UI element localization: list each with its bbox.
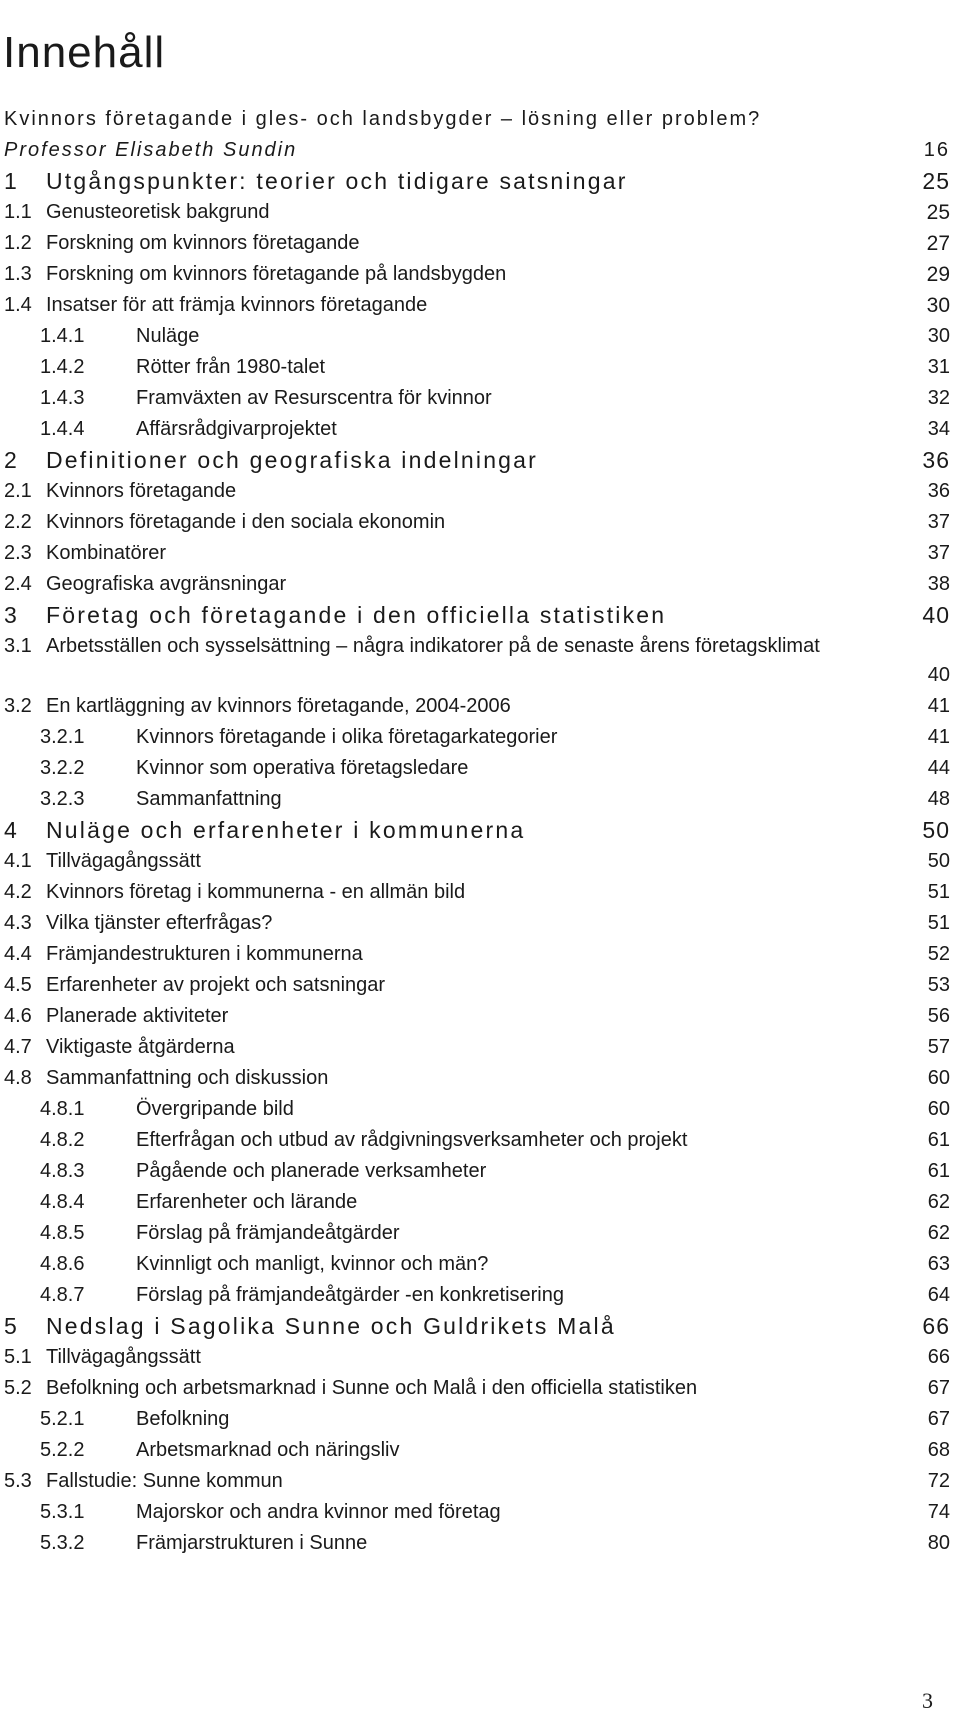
- toc-entry-number: 5.3.2: [40, 1532, 85, 1554]
- toc-entry-row[interactable]: [4, 1094, 950, 1125]
- toc-entry-number: 4.7: [4, 1036, 32, 1058]
- toc-entry-title: Arbetsställen och sysselsättning – några indikatorer på de senaste årens företagsklimat: [46, 635, 820, 657]
- toc-entry-page: 40: [922, 602, 950, 628]
- toc-entry-number: 1.4.4: [40, 418, 85, 440]
- toc-entry-row[interactable]: [4, 753, 950, 784]
- toc-entry-row[interactable]: [4, 538, 950, 569]
- toc-entry-row[interactable]: [4, 1404, 950, 1435]
- toc-entry-number: 5.2.2: [40, 1439, 85, 1461]
- toc-entry-row[interactable]: [4, 1032, 950, 1063]
- toc-entry-title: Planerade aktiviteter: [46, 1005, 229, 1027]
- toc-entry-number: 4.1: [4, 850, 32, 872]
- toc-entry-row[interactable]: [4, 290, 950, 321]
- toc-entry-title: Befolkning: [136, 1408, 230, 1430]
- toc-entry-page: 63: [927, 1253, 950, 1275]
- toc-entry-number: 3.2: [4, 695, 32, 717]
- toc-entry-row[interactable]: [4, 691, 950, 722]
- toc-entry-number: 1.2: [4, 232, 32, 254]
- toc-entry-title: Nedslag i Sagolika Sunne och Guldrikets Malå: [46, 1313, 616, 1339]
- toc-entry-number: 4.8.3: [40, 1160, 85, 1182]
- toc-entry-number: 2.3: [4, 542, 32, 564]
- toc-entry-number: 4.4: [4, 943, 32, 965]
- toc-entry-page: 30: [927, 325, 950, 347]
- toc-entry-page: 67: [927, 1377, 950, 1399]
- toc-entry-page: 61: [927, 1160, 950, 1182]
- toc-entry-title: Förslag på främjandeåtgärder: [136, 1222, 400, 1244]
- toc-entry-title: Efterfrågan och utbud av rådgivningsverksamheter och projekt: [136, 1129, 688, 1151]
- toc-intro-title: Kvinnors företagande i gles- och landsbygder – lösning eller problem?: [4, 108, 762, 130]
- toc-entry-page: 68: [927, 1439, 950, 1461]
- toc-entry-title: Erfarenheter och lärande: [136, 1191, 358, 1213]
- toc-entry-number: 4.2: [4, 881, 32, 903]
- toc-entry-number: 1.4.3: [40, 387, 85, 409]
- toc-entry-title: Geografiska avgränsningar: [46, 573, 287, 595]
- toc-entry-page: 64: [927, 1284, 950, 1306]
- toc-entry-number: 2.1: [4, 480, 32, 502]
- toc-entry-page: 66: [922, 1313, 950, 1339]
- toc-entry-title: Främjarstrukturen i Sunne: [136, 1532, 368, 1554]
- toc-entry-number: 3.2.1: [40, 726, 85, 748]
- toc-entry-page: 66: [927, 1346, 950, 1368]
- toc-entry-title: Tillvägagångssätt: [46, 1346, 201, 1368]
- toc-entry-row[interactable]: [4, 414, 950, 445]
- toc-chapter-row[interactable]: [4, 445, 950, 476]
- toc-entry-number: 3.2.2: [40, 757, 85, 779]
- toc-entry-page: 36: [922, 447, 950, 473]
- toc-entry-title: Kvinnors företagande i olika företagarkategorier: [136, 726, 558, 748]
- toc-intro-line[interactable]: [4, 104, 950, 135]
- toc-entry-page: 30: [926, 294, 950, 317]
- toc-entry-title: En kartläggning av kvinnors företagande, 2004-2006: [46, 695, 511, 717]
- toc-entry-title: Företag och företagande i den officiella statistiken: [46, 602, 667, 628]
- toc-entry-page: 50: [922, 817, 950, 843]
- toc-entry-row[interactable]: [4, 939, 950, 970]
- toc-entry-row[interactable]: [4, 1156, 950, 1187]
- toc-entry-title: Kvinnligt och manligt, kvinnor och män?: [136, 1253, 489, 1275]
- toc-entry-page: 41: [927, 726, 950, 748]
- toc-entry-page: 52: [927, 943, 950, 965]
- toc-entry-title: Arbetsmarknad och näringsliv: [136, 1439, 400, 1461]
- toc-entry-title: Förslag på främjandeåtgärder -en konkretisering: [136, 1284, 564, 1306]
- toc-entry-page: 32: [927, 387, 950, 409]
- toc-entry-row[interactable]: [4, 1342, 950, 1373]
- toc-entry-title: Sammanfattning och diskussion: [46, 1067, 329, 1089]
- toc-entry-row[interactable]: [4, 908, 950, 939]
- toc-entry-title: Pågående och planerade verksamheter: [136, 1160, 487, 1182]
- toc-entry-title: Kvinnors företag i kommunerna - en allmän bild: [46, 881, 466, 903]
- toc-entry-title: Erfarenheter av projekt och satsningar: [46, 974, 386, 996]
- toc-entry-title: Nuläge: [136, 325, 200, 347]
- toc-entry-page: 62: [927, 1191, 950, 1213]
- toc-chapter-row[interactable]: [4, 815, 950, 846]
- toc-entry-page: 25: [926, 201, 950, 224]
- toc-entry-row[interactable]: [4, 1280, 950, 1311]
- toc-entry-title: Viktigaste åtgärderna: [46, 1036, 235, 1058]
- toc-entry-page: 62: [927, 1222, 950, 1244]
- toc-entry-title: Forskning om kvinnors företagande: [46, 232, 360, 254]
- toc-entry-number: 2.2: [4, 511, 32, 533]
- toc-entry-number: 5.1: [4, 1346, 32, 1368]
- toc-entry-page: 44: [927, 757, 950, 779]
- toc-entry-page: 41: [927, 695, 950, 717]
- toc-entry-number: 5.2.1: [40, 1408, 85, 1430]
- toc-entry-number: 5.3: [4, 1470, 32, 1492]
- toc-entry-row[interactable]: [4, 784, 950, 815]
- toc-entry-number: 2: [4, 447, 19, 473]
- toc-entry-title: Kvinnor som operativa företagsledare: [136, 757, 469, 779]
- toc-entry-number: 1.1: [4, 201, 32, 223]
- toc-intro-author-line[interactable]: [4, 135, 950, 166]
- toc-entry-page: 51: [927, 881, 950, 903]
- toc-entry-page: 74: [927, 1501, 950, 1523]
- toc-entry-title: Rötter från 1980-talet: [136, 356, 325, 378]
- toc-entry-number: 1: [4, 168, 19, 194]
- toc-entry-row[interactable]: [4, 476, 950, 507]
- toc-entry-page: 61: [927, 1129, 950, 1151]
- toc-entry-title: Genusteoretisk bakgrund: [46, 201, 270, 223]
- toc-entry-title: Främjandestrukturen i kommunerna: [46, 943, 363, 965]
- toc-entry-number: 4.6: [4, 1005, 32, 1027]
- toc-entry-page: 53: [927, 974, 950, 996]
- toc-entry-number: 3.1: [4, 635, 32, 657]
- toc-intro-author: Professor Elisabeth Sundin: [4, 139, 298, 161]
- page-title: Innehåll: [3, 28, 166, 78]
- toc-entry-number: 4.8.6: [40, 1253, 85, 1275]
- toc-entry-row[interactable]: [4, 631, 950, 691]
- toc-entry-title: Tillvägagångssätt: [46, 850, 201, 872]
- toc-entry-list: [4, 166, 950, 1559]
- toc-entry-row[interactable]: [4, 1125, 950, 1156]
- toc-entry-number: 4.5: [4, 974, 32, 996]
- toc-entry-page: 25: [922, 168, 950, 194]
- toc-entry-page: 51: [927, 912, 950, 934]
- toc-entry-number: 1.4.2: [40, 356, 85, 378]
- toc-entry-title: Forskning om kvinnors företagande på landsbygden: [46, 263, 507, 285]
- toc-entry-number: 4.8.1: [40, 1098, 85, 1120]
- toc-entry-number: 4.8: [4, 1067, 32, 1089]
- toc-entry-number: 4.8.4: [40, 1191, 85, 1213]
- toc-entry-page: 60: [927, 1067, 950, 1089]
- toc-chapter-row[interactable]: [4, 166, 950, 197]
- toc-entry-title: Fallstudie: Sunne kommun: [46, 1470, 283, 1492]
- toc-entry-title: Utgångspunkter: teorier och tidigare satsningar: [46, 168, 628, 194]
- toc-entry-title: Majorskor och andra kvinnor med företag: [136, 1501, 501, 1523]
- toc-entry-row[interactable]: [4, 970, 950, 1001]
- toc-entry-number: 1.4: [4, 294, 32, 316]
- toc-entry-number: 5.3.1: [40, 1501, 85, 1523]
- toc-entry-number: 1.3: [4, 263, 32, 285]
- toc-entry-number: 5: [4, 1313, 19, 1339]
- toc-entry-number: 4: [4, 817, 19, 843]
- toc-entry-row[interactable]: [4, 352, 950, 383]
- toc-entry-row[interactable]: [4, 228, 950, 259]
- toc-entry-row[interactable]: [4, 722, 950, 753]
- toc-entry-page: 80: [927, 1532, 950, 1554]
- toc-entry-title: Kombinatörer: [46, 542, 167, 564]
- toc-entry-row[interactable]: [4, 1249, 950, 1280]
- toc-entry-row[interactable]: [4, 1187, 950, 1218]
- toc-entry-row[interactable]: [4, 1001, 950, 1032]
- toc-entry-page: 40: [927, 664, 950, 686]
- toc-entry-row[interactable]: [4, 877, 950, 908]
- toc-entry-row[interactable]: [4, 321, 950, 352]
- toc-entry-page: 27: [926, 232, 950, 255]
- toc-entry-title: Affärsrådgivarprojektet: [136, 418, 337, 440]
- toc-entry-row[interactable]: [4, 1497, 950, 1528]
- toc-entry-page: 37: [927, 542, 950, 564]
- toc-entry-page: 31: [927, 356, 950, 378]
- toc-entry-page: 36: [927, 480, 950, 502]
- toc-entry-row[interactable]: [4, 1466, 950, 1497]
- toc-entry-title: Framväxten av Resurscentra för kvinnor: [136, 387, 492, 409]
- toc-entry-row[interactable]: [4, 197, 950, 228]
- toc-entry-row[interactable]: [4, 259, 950, 290]
- toc-entry-number: 4.8.5: [40, 1222, 85, 1244]
- toc-entry-number: 2.4: [4, 573, 32, 595]
- toc-entry-row[interactable]: [4, 1218, 950, 1249]
- toc-entry-number: 3: [4, 602, 19, 628]
- toc-chapter-row[interactable]: [4, 600, 950, 631]
- toc-entry-page: 48: [927, 788, 950, 810]
- toc-entry-row[interactable]: [4, 1528, 950, 1559]
- toc-entry-title: Insatser för att främja kvinnors företagande: [46, 294, 428, 316]
- toc-entry-row[interactable]: [4, 1063, 950, 1094]
- toc-entry-page: 60: [927, 1098, 950, 1120]
- toc-entry-row[interactable]: [4, 569, 950, 600]
- toc-entry-title: Befolkning och arbetsmarknad i Sunne och Malå i den officiella statistiken: [46, 1377, 698, 1399]
- toc-entry-page: 34: [927, 418, 950, 440]
- toc-entry-page: 67: [927, 1408, 950, 1430]
- toc-entry-number: 1.4.1: [40, 325, 85, 347]
- toc-intro-page: 16: [923, 139, 950, 161]
- toc-entry-title: Definitioner och geografiska indelningar: [46, 447, 539, 473]
- toc-entry-page: 57: [927, 1036, 950, 1058]
- page-number: 3: [922, 1688, 933, 1713]
- toc-entry-page: 37: [927, 511, 950, 533]
- toc-entry-number: 3.2.3: [40, 788, 85, 810]
- table-of-contents: [4, 104, 950, 1559]
- toc-entry-page: 38: [927, 573, 950, 595]
- toc-entry-title: Kvinnors företagande: [46, 480, 237, 502]
- toc-entry-row[interactable]: [4, 507, 950, 538]
- toc-entry-number: 5.2: [4, 1377, 32, 1399]
- toc-entry-page: 72: [927, 1470, 950, 1492]
- toc-entry-title: Kvinnors företagande i den sociala ekonomin: [46, 511, 446, 533]
- toc-entry-number: 4.3: [4, 912, 32, 934]
- toc-entry-title: Övergripande bild: [136, 1098, 294, 1120]
- toc-entry-page: 50: [927, 850, 950, 872]
- toc-entry-number: 4.8.2: [40, 1129, 85, 1151]
- toc-entry-row[interactable]: [4, 846, 950, 877]
- toc-entry-row[interactable]: [4, 1435, 950, 1466]
- toc-entry-title: Sammanfattning: [136, 788, 282, 810]
- toc-entry-row[interactable]: [4, 1373, 950, 1404]
- toc-entry-number: 4.8.7: [40, 1284, 85, 1306]
- toc-entry-page: 56: [927, 1005, 950, 1027]
- toc-entry-page: 29: [926, 263, 950, 286]
- toc-entry-title: Vilka tjänster efterfrågas?: [46, 912, 273, 934]
- toc-chapter-row[interactable]: [4, 1311, 950, 1342]
- toc-entry-title: Nuläge och erfarenheter i kommunerna: [46, 817, 526, 843]
- toc-entry-row[interactable]: [4, 383, 950, 414]
